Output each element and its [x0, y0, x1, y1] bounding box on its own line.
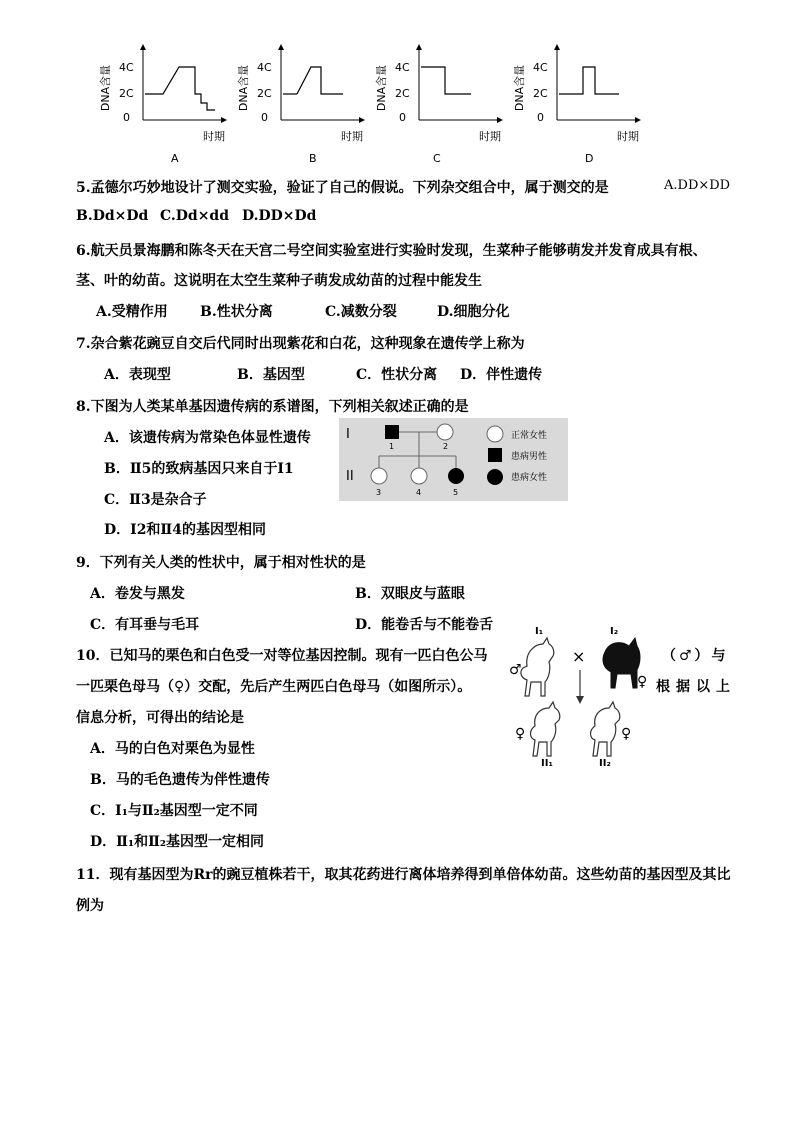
graph-a-ylabel: DNA含量: [99, 64, 112, 112]
q9-option-a: A．卷发与黑发: [90, 586, 185, 602]
graph-d-ylabel: DNA含量: [513, 64, 526, 112]
cross-symbol: ×: [572, 647, 586, 666]
legend-normal-female-symbol: [487, 426, 503, 442]
q5-option-d: D.DD×Dd: [242, 208, 317, 224]
white-female-horse-ii2: [591, 702, 620, 756]
graph-a-xlabel: 时期: [203, 130, 225, 143]
pedigree-n1: 1: [389, 442, 395, 451]
q8-option-b: B．Ⅱ5的致病基因只来自于Ⅰ1: [104, 461, 294, 477]
q6-line2: 茎、叶的幼苗。这说明在太空生菜种子萌发成幼苗的过程中能发生: [76, 273, 482, 289]
horse-i1-label: I₁: [535, 626, 544, 637]
q9-option-c: C．有耳垂与毛耳: [90, 617, 200, 633]
graph-a-4c: 4C: [119, 61, 134, 74]
graph-d-4c: 4C: [533, 61, 548, 74]
q9-option-b: B．双眼皮与蓝眼: [355, 586, 465, 602]
white-female-horse-ii1: [531, 702, 560, 756]
q6-line1: 6.航天员景海鹏和陈冬天在天宫二号空间实验室进行实验时发现，生菜种子能够萌发并发育成具有根、: [76, 243, 707, 259]
q7-option-a: A．表现型: [104, 367, 171, 383]
graph-b-xlabel: 时期: [341, 130, 363, 143]
q7-option-d: D．伴性遗传: [460, 367, 543, 383]
white-male-horse: [521, 638, 554, 696]
q10-option-c: C．Ⅰ₁与Ⅱ₂基因型一定不同: [90, 803, 258, 819]
graph-a-2c: 2C: [119, 87, 134, 100]
graph-d-letter: D: [585, 152, 594, 165]
graph-c-0: 0: [399, 111, 406, 124]
pedigree-gen-1: I: [346, 427, 350, 442]
q10-line2-tail: 根据以上: [656, 679, 736, 695]
pedigree-n3: 3: [376, 488, 382, 497]
pedigree-n5: 5: [453, 488, 459, 497]
dna-graphs: [95, 40, 675, 170]
graph-a-letter: A: [171, 152, 179, 165]
legend-affected-female: 患病女性: [511, 473, 548, 483]
pedigree-ii5-affected-female: [448, 468, 464, 484]
horse-figure: [505, 622, 655, 768]
pedigree-i2-normal-female: [437, 424, 453, 440]
q6-option-d: D.细胞分化: [437, 304, 510, 320]
pedigree-ii3-normal-female: [371, 468, 387, 484]
graph-c-letter: C: [433, 152, 441, 165]
horse-ii1-label: II₁: [541, 758, 553, 768]
pedigree-chart: [339, 418, 568, 501]
q8-option-d: D．Ⅰ2和Ⅱ4的基因型相同: [104, 522, 266, 538]
q6-option-c: C.减数分裂: [325, 304, 397, 320]
q8-option-a: A．该遗传病为常染色体显性遗传: [104, 430, 311, 446]
horse-ii2-label: II₂: [599, 758, 611, 768]
graph-a: [98, 44, 227, 165]
graph-a-0: 0: [123, 111, 130, 124]
pedigree-n2: 2: [443, 442, 449, 451]
q9-stem: 9．下列有关人类的性状中，属于相对性状的是: [76, 555, 366, 571]
chestnut-female-horse: [603, 638, 640, 688]
horse-i2-label: I₂: [610, 626, 619, 637]
graph-d-2c: 2C: [533, 87, 548, 100]
graph-c-2c: 2C: [395, 87, 410, 100]
graph-c: [374, 44, 503, 165]
graph-b-2c: 2C: [257, 87, 272, 100]
q10-line2: 一匹栗色母马（♀）交配，先后产生两匹白色母马（如图所示）。: [76, 679, 472, 695]
graph-b-4c: 4C: [257, 61, 272, 74]
female-symbol-ii2: ♀: [621, 726, 632, 742]
male-symbol: ♂: [509, 662, 522, 678]
graph-b-ylabel: DNA含量: [237, 64, 250, 112]
q5-option-c: C.Dd×dd: [160, 208, 230, 224]
pedigree-n4: 4: [416, 488, 422, 497]
graph-b: [236, 44, 365, 165]
q10-line1-tail: （♂）与: [662, 648, 729, 664]
q10-option-d: D．Ⅱ₁和Ⅱ₂基因型一定相同: [90, 834, 265, 850]
q10-line1: 10．已知马的栗色和白色受一对等位基因控制。现有一匹白色公马: [76, 648, 488, 664]
legend-affected-male: 患病男性: [511, 452, 548, 462]
q8-option-c: C．Ⅱ3是杂合子: [104, 492, 207, 508]
q10-line3: 信息分析，可得出的结论是: [76, 710, 244, 726]
q6-option-a: A.受精作用: [96, 304, 168, 320]
q5-option-a: A.DD×DD: [664, 178, 731, 193]
graph-d-0: 0: [537, 111, 544, 124]
q7-stem: 7.杂合紫花豌豆自交后代同时出现紫花和白花，这种现象在遗传学上称为: [76, 336, 525, 352]
q10-option-a: A．马的白色对栗色为显性: [90, 741, 255, 757]
graph-d: [512, 44, 641, 165]
q9-option-d: D．能卷舌与不能卷舌: [355, 617, 494, 633]
graph-c-4c: 4C: [395, 61, 410, 74]
q5-option-b: B.Dd×Dd: [76, 208, 149, 224]
female-symbol-i2: ♀: [637, 674, 648, 690]
pedigree-gen-2: II: [346, 469, 354, 484]
legend-normal-female: 正常女性: [511, 431, 548, 441]
legend-affected-female-symbol: [487, 469, 503, 485]
q11-line1: 11．现有基因型为Rr的豌豆植株若干，取其花药进行离体培养得到单倍体幼苗。这些幼苗的基因型及其比: [76, 867, 731, 883]
pedigree-i1-affected-male: [385, 425, 399, 439]
q8-stem: 8.下图为人类某单基因遗传病的系谱图，下列相关叙述正确的是: [76, 399, 469, 415]
q7-option-c: C．性状分离: [356, 367, 438, 383]
graph-b-0: 0: [261, 111, 268, 124]
q7-option-b: B．基因型: [237, 367, 305, 383]
graph-c-ylabel: DNA含量: [375, 64, 388, 112]
graph-b-letter: B: [309, 152, 317, 165]
q11-line2: 例为: [76, 898, 104, 914]
q5-stem: 5.孟德尔巧妙地设计了测交实验，验证了自己的假说。下列杂交组合中，属于测交的是: [76, 180, 609, 196]
graph-d-xlabel: 时期: [617, 130, 639, 143]
q10-option-b: B．马的毛色遗传为伴性遗传: [90, 772, 270, 788]
female-symbol-ii1: ♀: [515, 726, 526, 742]
q6-option-b: B.性状分离: [200, 304, 273, 320]
pedigree-ii4-normal-female: [411, 468, 427, 484]
graph-c-xlabel: 时期: [479, 130, 501, 143]
legend-affected-male-symbol: [488, 448, 502, 462]
